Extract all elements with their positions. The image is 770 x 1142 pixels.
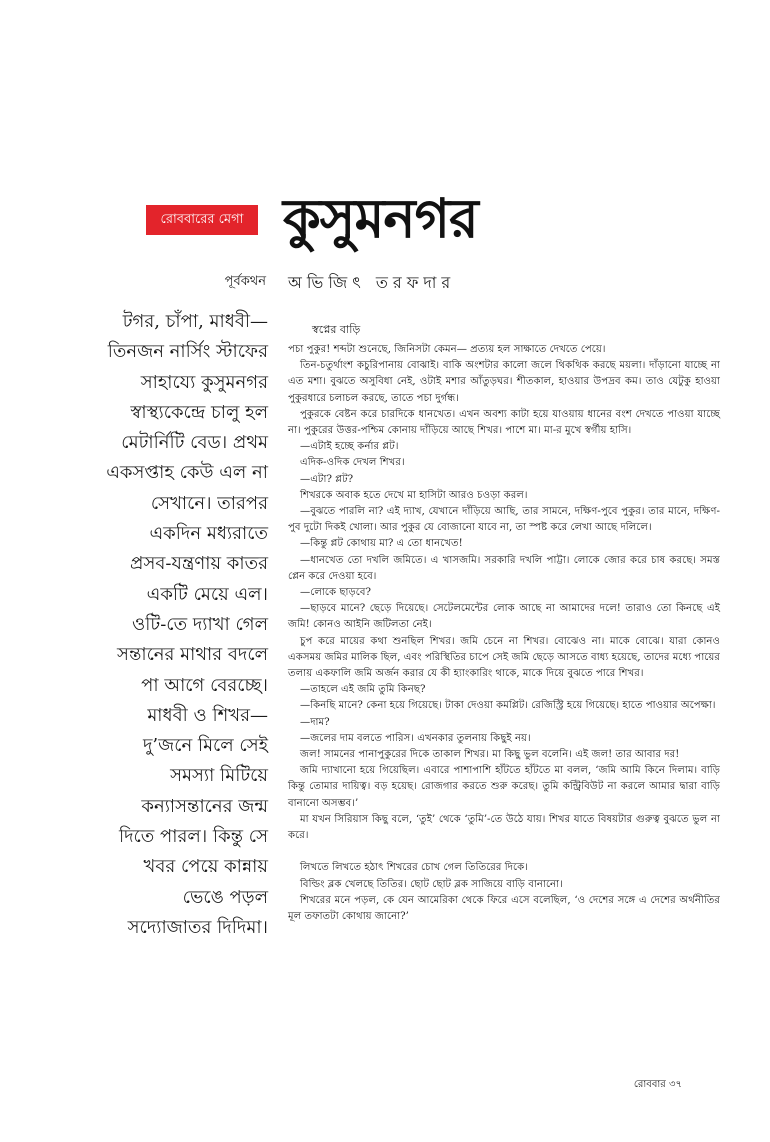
- paragraph: পুকুরকে বেষ্টন করে চারদিকে ধানখেত। এখন অবশ্য কাটা হয়ে যাওয়ায় ধানের বংশ দেখতে পাওয়া যাচ্ছে না। পুকুরের উত্তর-পশ্চিম কোনায় দাঁড়িয়ে আছে শিখর। পাশে মা। মা-র মুখে স্বর্গীয় হাসি।: [288, 408, 720, 437]
- pullquote-line: খবর পেয়ে কান্নায়: [143, 856, 268, 878]
- pullquote-line: সমস্যা মিটিয়ে: [170, 765, 268, 787]
- paragraph: —কিন্তু প্লট কোথায় মা? এ তো ধানখেত!: [300, 538, 463, 550]
- paragraph: জল! সামনের পানাপুকুরের দিকে তাকাল শিখর। মা কিছু ভুল বলেনি। এই জল! তার আবার দর!: [300, 749, 680, 761]
- section-badge: রোববারের মেগা: [146, 205, 258, 235]
- pullquote-line: দিতে পারল। কিন্তু সে: [118, 826, 268, 848]
- paragraph: বিল্ডিং ব্লক খেলছে তিতির। ছোট ছোট ব্লক সাজিয়ে বাড়ি বানানো।: [300, 878, 563, 890]
- pullquote: [60, 307, 268, 943]
- paragraph: শিখরকে অবাক হতে দেখে মা হাসিটা আরও চওড়া করল।: [300, 489, 528, 501]
- pullquote-line: স্বাস্থ্যকেন্দ্রে চালু হল: [130, 401, 268, 423]
- paragraph: —জলের দাম বলতে পারিস। এখনকার তুলনায় কিছুই নয়।: [300, 732, 531, 744]
- paragraph: —এটা? প্লট?: [300, 473, 354, 485]
- preface-label: পূর্বকথন: [224, 274, 266, 289]
- pullquote-line: মাধবী ও শিখর—: [147, 704, 268, 726]
- paragraph: —এটাই হচ্ছে কর্নার প্লট।: [300, 441, 399, 453]
- paragraph: তিন-চতুর্থাংশ কচুরিপানায় বোঝাই। বাকি অংশটার কালো জলে থিকথিক করছে ময়লা। দাঁড়ানো যাচ্ছে না এত মশা। বুঝতে অসুবিধা নেই, ওটাই মশার আঁতুড়ঘর। শীতকাল, হাওয়ার উপদ্রব কম। তাও যেটুকু হাওয়া পুকুরধারে চলাচল করছে, তাতে পচা দুর্গন্ধ।: [288, 360, 720, 404]
- pullquote-line: ওটি-তে দ্যাখা গেল: [132, 613, 268, 635]
- paragraph: —ছাড়বে মানে? ছেড়ে দিয়েছে। সেটেলমেন্টের লোক আছে না আমাদের দলে! তারাও তো কিনছে এই জমি! কোনও আইনি জটিলতা নেই।: [288, 603, 720, 631]
- pullquote-line: সন্তানের মাথার বদলে: [117, 644, 268, 666]
- paragraph: —বুঝতে পারলি না? এই দ্যাখ, যেখানে দাঁড়িয়ে আছি, তার সামনে, দক্ষিণ-পুবে পুকুর। তার মানে, দক্ষিণ-পুব দুটো দিকই খোলা। আর পুকুর যে বোজানো যাবে না, তা স্পষ্ট করে লেখা আছে দলিলে।: [288, 506, 720, 534]
- pullquote-line: তিনজন নার্সিং স্টাফের: [107, 341, 268, 363]
- pullquote-line: একদিন মধ্যরাতে: [149, 523, 268, 545]
- paragraph: —ধানখেত তো দখলি জমিতে। এ খাসজমি। সরকারি দখলি পাট্টা। লোকে জোর করে চাষ করছে। সমস্ত প্লেন করে দেওয়া হবে।: [288, 554, 720, 582]
- article-body: [288, 321, 720, 925]
- pullquote-line: পা আগে বেরচ্ছে।: [141, 674, 268, 696]
- paragraph: —লোকে ছাড়বে?: [300, 587, 371, 599]
- paragraph: পচা পুকুর! শব্দটা শুনেছে, জিনিসটা কেমন— প্রত্যয় হল সাক্ষাতে দেখতে পেয়ে।: [288, 344, 606, 355]
- pullquote-line: সদ্যোজাতর দিদিমা।: [127, 916, 268, 938]
- pullquote-line: সাহায্যে কুসুমনগর: [140, 371, 268, 393]
- section-heading: স্বপ্নের বাড়ি: [312, 323, 361, 336]
- paragraph: —তাহলে এই জমি তুমি কিনছ?: [300, 684, 426, 696]
- paragraph: শিখরের মনে পড়ল, কে যেন আমেরিকা থেকে ফিরে এসে বলেছিল, ‘ও দেশের সঙ্গে এ দেশের অর্থনীতির মূল তফাতটা কোথায় জানো?’: [288, 894, 720, 922]
- pullquote-line: সেখানে। তারপর: [150, 492, 268, 514]
- paragraph-gap: [288, 844, 720, 860]
- paragraph: —কিনছি মানে? কেনা হয়ে গিয়েছে। টাকা দেওয়া কমপ্লিট। রেজিস্ট্রি হয়ে গিয়েছে। হাতে পাওয়ার অপেক্ষা।: [300, 700, 716, 712]
- pullquote-line: দু’জনে মিলে সেই: [142, 735, 268, 757]
- paragraph: —দাম?: [300, 716, 330, 728]
- pullquote-line: একসপ্তাহ কেউ এল না: [106, 462, 268, 484]
- pullquote-line: মেটার্নিটি বেড। প্রথম: [121, 432, 268, 454]
- pullquote-line: টগর, চাঁপা, মাধবী—: [122, 311, 268, 332]
- pullquote-line: ভেঙে পড়ল: [182, 886, 268, 908]
- paragraph: এদিক-ওদিক দেখল শিখর।: [300, 457, 405, 469]
- paragraph: জমি দ্যাখানো হয়ে গিয়েছিল। এবারে পাশাপাশি হাঁটতে হাঁটতে মা বলল, ‘জমি আমি কিনে দিলাম। বাড়ি কিন্তু তোমার দায়িত্ব। বড় হয়েছ। রোজগার করতে শুরু করেছ। তুমি কন্ট্রিবিউট না করলে আমার দ্বারা বাড়ি বানানো অসম্ভব।’: [288, 765, 720, 809]
- pullquote-line: প্রসব-যন্ত্রণায় কাতর: [130, 553, 268, 575]
- paragraph: লিখতে লিখতে হঠাৎ শিখরের চোখ গেল তিতিরের দিকে।: [300, 862, 528, 874]
- pullquote-line: কন্যাসন্তানের জন্ম: [141, 795, 268, 817]
- page-footer: রোববার ৩৭: [633, 1079, 682, 1090]
- pullquote-line: একটি মেয়ে এল।: [146, 583, 268, 605]
- paragraph: চুপ করে মায়ের কথা শুনছিল শিখর। জমি চেনে না শিখর। বোঝেও না। মাকে বোঝে। যারা কোনও একসময় জমির মালিক ছিল, এবং পরিস্থিতির চাপে সেই জমি ছেড়ে আসতে বাধ্য হয়েছে, তাদের মধ্যে পায়ের তলায় একফালি জমি অর্জন করার যে কী হ্যাংকারিং থাকে, মাকে দিয়ে বুঝতে পারে শিখর।: [288, 635, 720, 680]
- author-name: অভিজিৎ তরফদার: [288, 273, 456, 292]
- paragraph: মা যখন সিরিয়াস কিছু বলে, ‘তুই’ থেকে ‘তুমি’-তে উঠে যায়। শিখর যাতে বিষয়টার গুরুত্ব বুঝতে ভুল না করে।: [288, 813, 720, 842]
- story-title: কুসুমনগর: [283, 187, 478, 250]
